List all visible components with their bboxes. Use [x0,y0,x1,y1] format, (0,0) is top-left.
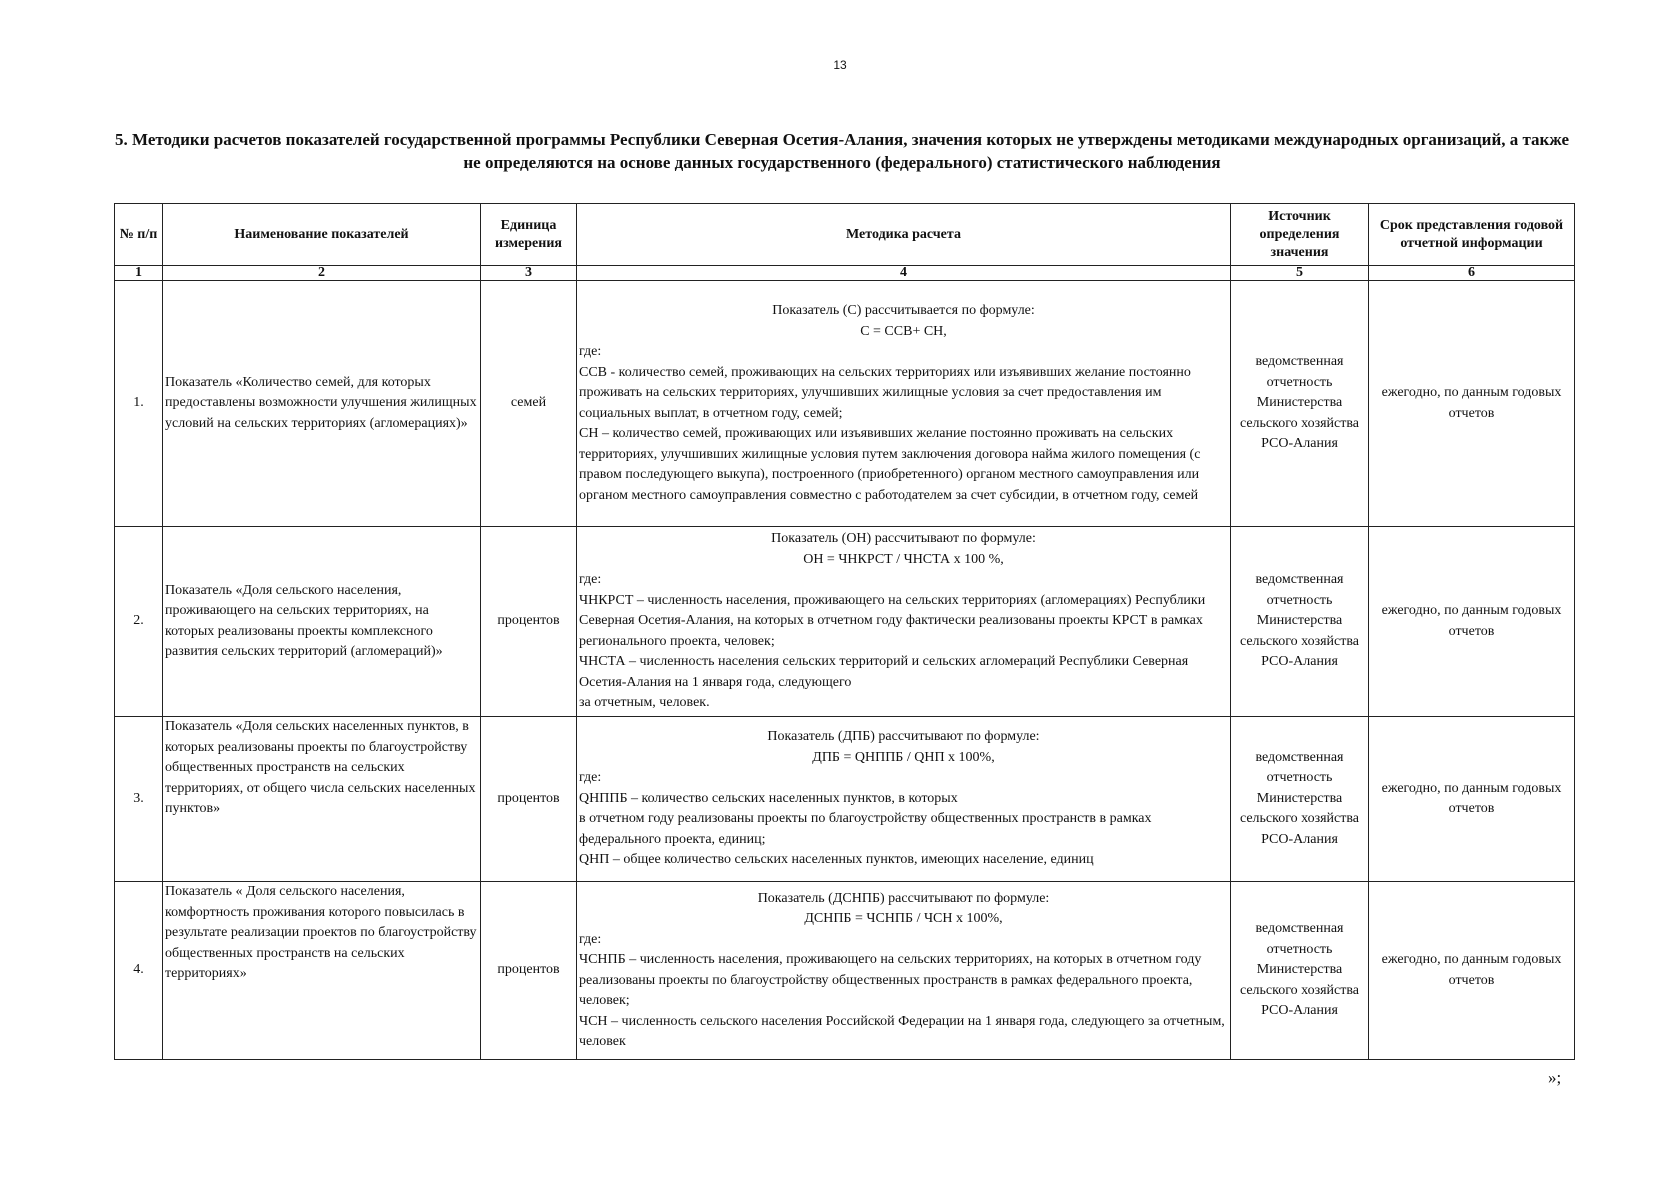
source: ведомственная отчетность Министерства сельского хозяйства РСО-Алания [1231,281,1369,527]
method-intro: Показатель (ОН) рассчитывают по формуле: [771,531,1036,547]
header-name: Наименование показателей [163,204,481,266]
row-number: 4. [115,882,163,1060]
unit: процентов [481,882,577,1060]
formula: ДПБ = QНППБ / QНП х 100%, [812,749,995,765]
unit: процентов [481,717,577,882]
indicator-name: Показатель «Доля сельских населенных пунктов, в которых реализованы проекты по благоустройству общественных пространств на сельских территориях, от общего числа сельских населенных пунктов» [163,717,481,882]
where-label: где: [579,572,602,588]
column-number: 2 [163,266,481,281]
header-num: № п/п [115,204,163,266]
formula: ОН = ЧНКРСТ / ЧНСТА х 100 %, [803,551,1004,567]
source: ведомственная отчетность Министерства сельского хозяйства РСО-Алания [1231,882,1369,1060]
formula: ДСНПБ = ЧСНПБ / ЧСН х 100%, [804,911,1003,926]
definition: СН – количество семей, проживающих или изъявивших желание постоянно проживать на сельских территориях, улучшивших жилищные условия путем заключения договора найма жилого помещения (с правом последующего выкупа), построенного (приобретенного) органом местного самоуправления или органом местного самоуправления совместно с работодателем за счет субсидии, в отчетном году, семей [579,426,1201,503]
indicator-name: Показатель «Доля сельского населения, проживающего на сельских территориях, на которых реализованы проекты комплексного развития сельских территорий (агломераций)» [163,527,481,717]
table-row [115,281,1575,527]
method-cell [577,281,1231,527]
definition: за отчетным, человек. [579,695,710,711]
unit: процентов [481,527,577,717]
methodology-table [114,203,1575,1060]
method-cell [577,527,1231,717]
header-method: Методика расчета [577,204,1231,266]
row-number: 3. [115,717,163,882]
where-label: где: [579,344,602,359]
column-number: 5 [1231,266,1369,281]
header-source: Источник определения значения [1231,204,1369,266]
column-number: 1 [115,266,163,281]
reporting-term: ежегодно, по данным годовых отчетов [1369,882,1575,1060]
method-cell [577,882,1231,1060]
definition: в отчетном году реализованы проекты по благоустройству общественных пространств в рамках федерального проекта, единиц; [579,811,1152,847]
reporting-term: ежегодно, по данным годовых отчетов [1369,717,1575,882]
unit: семей [481,281,577,527]
header-unit: Единица измерения [481,204,577,266]
source: ведомственная отчетность Министерства сельского хозяйства РСО-Алания [1231,527,1369,717]
table-row [115,717,1575,882]
method-cell [577,717,1231,882]
definition: ССВ - количество семей, проживающих на сельских территориях или изъявивших желание постоянно проживать на сельских территориях, улучшивших жилищные условия за счет предоставления им социальных выплат, в отчетном году, семей; [579,364,1191,421]
definition: QНП – общее количество сельских населенных пунктов, имеющих население, единиц [579,852,1094,868]
definition: ЧСН – численность сельского населения Российской Федерации на 1 января года, следующего за отчетным, человек [579,1013,1225,1049]
definition: ЧСНПБ – численность населения, проживающего на сельских территориях, на которых в отчетном году реализованы проекты по благоустройству общественных пространств в рамках федерального проекта, человек; [579,952,1202,1008]
column-number-row [115,266,1575,281]
where-label: где: [579,931,602,947]
column-number: 4 [577,266,1231,281]
definition: ЧНКРСТ – численность населения, проживающего на сельских территориях (агломерациях) Республики Северная Осетия-Алания, на которых в отчетном году фактически реализованы проекты КРСТ в рамках регионального проекта, человек; [579,592,1206,649]
row-number: 1. [115,281,163,527]
definition: QНППБ – количество сельских населенных пунктов, в которых [579,790,958,806]
column-number: 3 [481,266,577,281]
section-title: 5. Методики расчетов показателей государственной программы Республики Северная Осетия-Алания, значения которых не утверждены методиками международных организаций, а также не определяются на основе данных государственного (федерального) статистического наблюдения [115,130,1569,172]
where-label: где: [579,770,602,786]
reporting-term: ежегодно, по данным годовых отчетов [1369,527,1575,717]
table-row [115,527,1575,717]
closing-quote-mark: »; [1548,1068,1562,1087]
indicator-name: Показатель « Доля сельского населения, комфортность проживания которого повысилась в результате реализации проектов по благоустройству общественных пространств на сельских территориях» [163,882,481,1060]
source: ведомственная отчетность Министерства сельского хозяйства РСО-Алания [1231,717,1369,882]
indicator-name: Показатель «Количество семей, для которых предоставлены возможности улучшения жилищных условий на сельских территориях (агломерациях)» [163,281,481,527]
table-row [115,882,1575,1060]
row-number: 2. [115,527,163,717]
table-header-row [115,204,1575,266]
formula: С = ССВ+ СН, [860,323,947,339]
column-number: 6 [1369,266,1575,281]
reporting-term: ежегодно, по данным годовых отчетов [1369,281,1575,527]
method-intro: Показатель (С) рассчитывается по формуле: [772,303,1035,318]
method-intro: Показатель (ДПБ) рассчитывают по формуле: [767,729,1040,745]
definition: ЧНСТА – численность населения сельских территорий и сельских агломераций Республики Северная Осетия-Алания на 1 января года, следующего [579,654,1189,690]
page-number: 13 [833,58,847,72]
header-term: Срок представления годовой отчетной информации [1369,204,1575,266]
method-intro: Показатель (ДСНПБ) рассчитывают по формуле: [757,890,1050,906]
